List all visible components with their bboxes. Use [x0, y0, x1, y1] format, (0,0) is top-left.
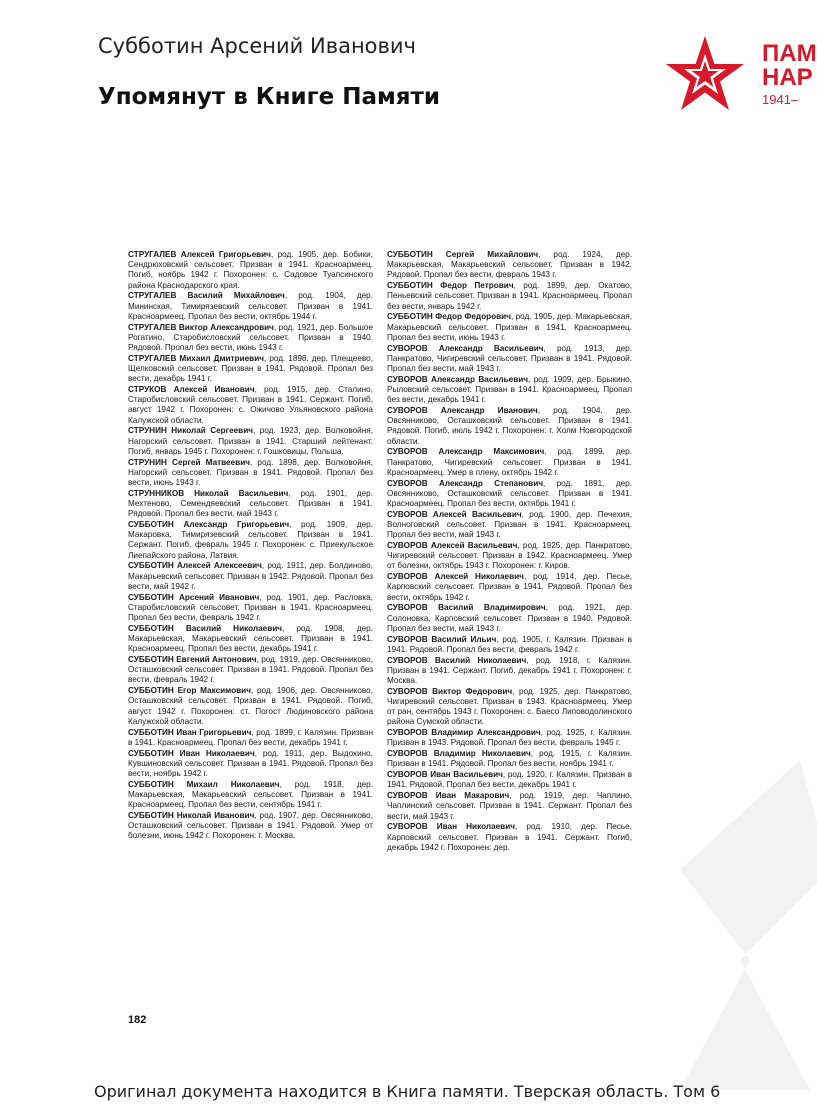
brand-logo[interactable]: [664, 34, 817, 114]
memory-entry: СУББОТИН Федор Федорович, род. 1905, дер. Макарьевская, Макарьевский сельсовет. Призван в 1941. Красноармеец. Пропал без вести, июнь 1943 г.: [387, 312, 632, 342]
scanned-page: [94, 212, 676, 1048]
memory-entry: СУВОРОВ Александр Иванович, род. 1904, дер. Овсянниково, Осташковский сельсовет. Призван в 1941. Рядовой. Погиб, июль 1942 г. Похоронен: г. Холм Новгородской области.: [387, 406, 632, 446]
memory-entry: СУВОРОВ Василий Владимирович, род. 1921, дер. Солоновка, Карповский сельсовет. Призван в 1940. Рядовой. Пропал без вести, май 1943 г.: [387, 603, 632, 633]
memory-entry: СТРУНИН Сергей Матвеевич, род. 1898, дер. Волковойня, Нагорский сельсовет. Призван в 1941. Рядовой. Пропал без вести, июнь 1943 г.: [128, 457, 373, 488]
memory-entry: СУВОРОВ Алексей Васильевич, род. 1900, дер. Печехия, Волноговский сельсовет. Призван в 1941. Красноармеец. Пропал без вести, май 1943 г.: [387, 509, 632, 540]
memory-entry: СТРУГАЛЕВ Алексей Григорьевич, род. 1905, дер. Бобики, Сендрюховский сельсовет. Призван в 1941. Красноармеец. Погиб, ноябрь 1942 г. Похоронен: с. Садовое Туапсинского района Краснодарского края.: [128, 250, 374, 290]
memory-entry: СУВОРОВ Иван Васильевич, род. 1920, г. Калязин. Призван в 1941. Рядовой. Пропал без вести, декабрь 1941 г.: [387, 770, 632, 790]
red-star-icon: [664, 34, 746, 114]
memory-entry: СТРУКОВ Алексей Иванович, род. 1915, дер. Сталино, Старобисловский сельсовет. Призван в 1941. Сержант. Погиб, август 1942 г. Похоронен: с. Ожичово Ульяновского района Калужской области.: [128, 385, 373, 425]
memory-entry: СУВОРОВ Иван Николаевич, род. 1910, дер. Песье, Карповский сельсовет. Призван в 1941. Сержант. Погиб, декабрь 1942 г. Похоронен: дер.: [387, 822, 632, 852]
memory-entry: СУББОТИН Василий Николаевич, род. 1908, дер. Макарьевская, Макарьевский сельсовет. Призван в 1941. Красноармеец. Пропал без вести, декабрь 1941 г.: [128, 623, 373, 654]
memory-entry: СУВОРОВ Александр Максимович, род. 1899, дер. Панкратово, Чигиревский сельсовет. Призван в 1941. Красноармеец. Умер в плену, октябрь 1942 г.: [387, 447, 632, 477]
left-column: [128, 250, 373, 842]
memory-entry: СУББОТИН Николай Иванович, род. 1907, дер. Овсянниково, Осташковский сельсовет. Призван в 1941. Рядовой. Умер от болезни, июнь 1942 г. Похоронен: г. Москва.: [128, 811, 373, 841]
right-column: [387, 250, 632, 854]
memory-entry: СУВОРОВ Алексей Николаевич, род. 1914, дер. Песье, Карповский сельсовет. Призван в 1941. Рядовой. Пропал без вести, октябрь 1942 г.: [387, 572, 632, 602]
memory-entry: СУВОРОВ Василий Ильич, род. 1905, г. Калязин. Призван в 1941. Рядовой. Пропал без вести, февраль 1942 г.: [387, 634, 632, 654]
memory-entry: СУББОТИН Егор Максимович, род. 1906, дер. Овсянниково, Осташковский сельсовет. Призван в 1941. Рядовой. Погиб, август 1942 г. Похоронен: ст. Погост Людиновского района Калужской области.: [128, 686, 373, 726]
memory-entry: СТРУГАЛЕВ Виктор Александрович, род. 1921, дер. Большое Рогатино, Старобисловский сельсовет. Призван в 1940. Рядовой. Пропал без вести, июнь 1943 г.: [128, 322, 373, 353]
memory-entry: СУББОТИН Михаил Николаевич, род. 1918, дер. Макарьевская, Макарьевский сельсовет. Призван в 1941. Красноармеец. Пропал без вести, сентябрь 1941 г.: [128, 779, 373, 810]
memory-entry: СУВОРОВ Александр Степанович, род. 1891, дер. Овсянниково, Осташковский сельсовет. Призван в 1941. Красноармеец. Пропал без вести, октябрь 1941 г.: [387, 478, 632, 509]
memory-entry-highlighted: СУББОТИН Арсений Иванович, род. 1901, дер. Расловка, Старобисловский сельсовет. Призван в 1941. Красноармеец. Пропал без вести, февраль 1942 г.: [128, 592, 373, 623]
memory-entry: СУББОТИН Александр Григорьевич, род. 1909, дер. Макаровка, Тимирязевский сельсовет. Призван в 1941. Сержант. Погиб, февраль 1945 г. Похоронен: с. Приекульское Лиепайского района, Латвия.: [128, 520, 373, 560]
page-number: 182: [128, 1014, 147, 1026]
memory-entry: СУББОТИН Иван Григорьевич, род. 1899, г. Калязин. Призван в 1941. Красноармеец. Пропал без вести, декабрь 1941 г.: [128, 727, 373, 747]
memory-entry: СУВОРОВ Василий Николаевич, род. 1918, г. Калязин. Призван в 1941. Сержант. Погиб, декабрь 1941 г. Похоронен: г. Москва.: [387, 655, 632, 686]
memory-entry: СУВОРОВ Александр Васильевич, род. 1909, дер. Брыкино, Рыловский сельсовет. Призван в 1941. Красноармеец. Пропал без вести, декабрь 1941 г.: [387, 374, 632, 405]
memory-entry: СТРУГАЛЕВ Михаил Дмитриевич, род. 1898, дер. Плещеево, Щелковский сельсовет. Призван в 1941. Рядовой. Пропал без вести, декабрь 1941 г.: [128, 353, 373, 384]
watermark-star-icon: [680, 760, 810, 1090]
memory-entry: СТРУННИКОВ Николай Васильевич, род. 1901, дер. Мехтеново, Семендяевский сельсовет. Призван в 1941. Рядовой. Пропал без вести, май 1943 г.: [128, 488, 373, 519]
memory-entry: СУВОРОВ Иван Макарович, род. 1919, дер. Чаплино, Чаплинский сельсовет. Призван в 1941. Сержант. Пропал без вести, май 1943 г.: [387, 791, 632, 821]
logo-text-years: 1941–: [762, 92, 799, 107]
page-title: Упомянут в Книге Памяти: [98, 84, 440, 110]
memory-entry: СУББОТИН Иван Николаевич, род. 1911, дер. Выдохино, Кувшиновский сельсовет. Призван в 1941. Рядовой. Пропал без вести, ноябрь 1942 г.: [128, 748, 373, 779]
source-footer: Оригинал документа находится в Книга памяти. Тверская область. Том 6: [94, 1082, 721, 1101]
person-name: Субботин Арсений Иванович: [98, 34, 416, 58]
memory-entry: СУВОРОВ Владимир Николаевич, род. 1915, г. Калязин. Призван в 1941. Рядовой. Пропал без вести, ноябрь 1941 г.: [387, 749, 632, 769]
memory-entry: СТРУГАЛЕВ Василий Михайлович, род. 1904, дер. Мининская, Тимирязевский сельсовет. Призван в 1941. Красноармеец. Пропал без вести, октябрь 1944 г.: [128, 291, 373, 321]
memory-entry: СУВОРОВ Виктор Федорович, род. 1925, дер. Панкратово, Чигиревский сельсовет. Призван в 1943. Красноармеец. Умер от ран, сентябрь 1943 г. Похоронен: с. Баесо Липоводолинского района Сумской области.: [387, 686, 632, 727]
memory-entry: СУББОТИН Евгений Антонович, род. 1919, дер. Овсянниково, Осташковский сельсовет. Призван в 1941. Рядовой. Пропал без вести, февраль 1942 г.: [128, 655, 373, 685]
memory-entry: СУВОРОВ Алексей Васильевич, род. 1925, дер. Панкратово, Чигиревский сельсовет. Призван в 1942. Красноармеец. Умер от болезни, октябрь 1943 г. Похоронен: г. Киров.: [387, 541, 632, 571]
logo-text-line1: ПАМ: [762, 40, 817, 67]
memory-entry: СУББОТИН Алексей Алексеевич, род. 1911, дер. Болдиново, Макарьевский сельсовет. Призван в 1942. Рядовой. Пропал без вести, май 1942 г.: [128, 561, 373, 591]
memory-entry: СУВОРОВ Александр Васильевич, род. 1913, дер. Панкратово, Чигиревский сельсовет. Призван в 1941. Рядовой. Пропал без вести, май 1943 г.: [387, 343, 632, 374]
memory-entry: СТРУНИН Николай Сергеевич, род. 1923, дер. Волковойня, Нагорский сельсовет. Призван в 1941. Старший лейтенант. Погиб, январь 1945 г. Похоронен: г. Гошковицы, Польша.: [128, 426, 373, 456]
memory-entry: СУВОРОВ Владимир Александрович, род. 1925, г. Калязин. Призван в 1943. Рядовой. Пропал без вести, февраль 1945 г.: [387, 728, 632, 748]
memory-entry: СУББОТИН Сергей Михайлович, род. 1924, дер. Макарьевская, Макарьевский сельсовет. Призван в 1942. Рядовой. Пропал без вести, февраль 1943 г.: [387, 250, 632, 280]
memory-entry: СУББОТИН Федор Петрович, род. 1899, дер. Окатово, Пеньевский сельсовет. Призван в 1941. Красноармеец. Пропал без вести, январь 1942 г.: [387, 281, 632, 311]
logo-text-line2: НАР: [762, 64, 813, 91]
